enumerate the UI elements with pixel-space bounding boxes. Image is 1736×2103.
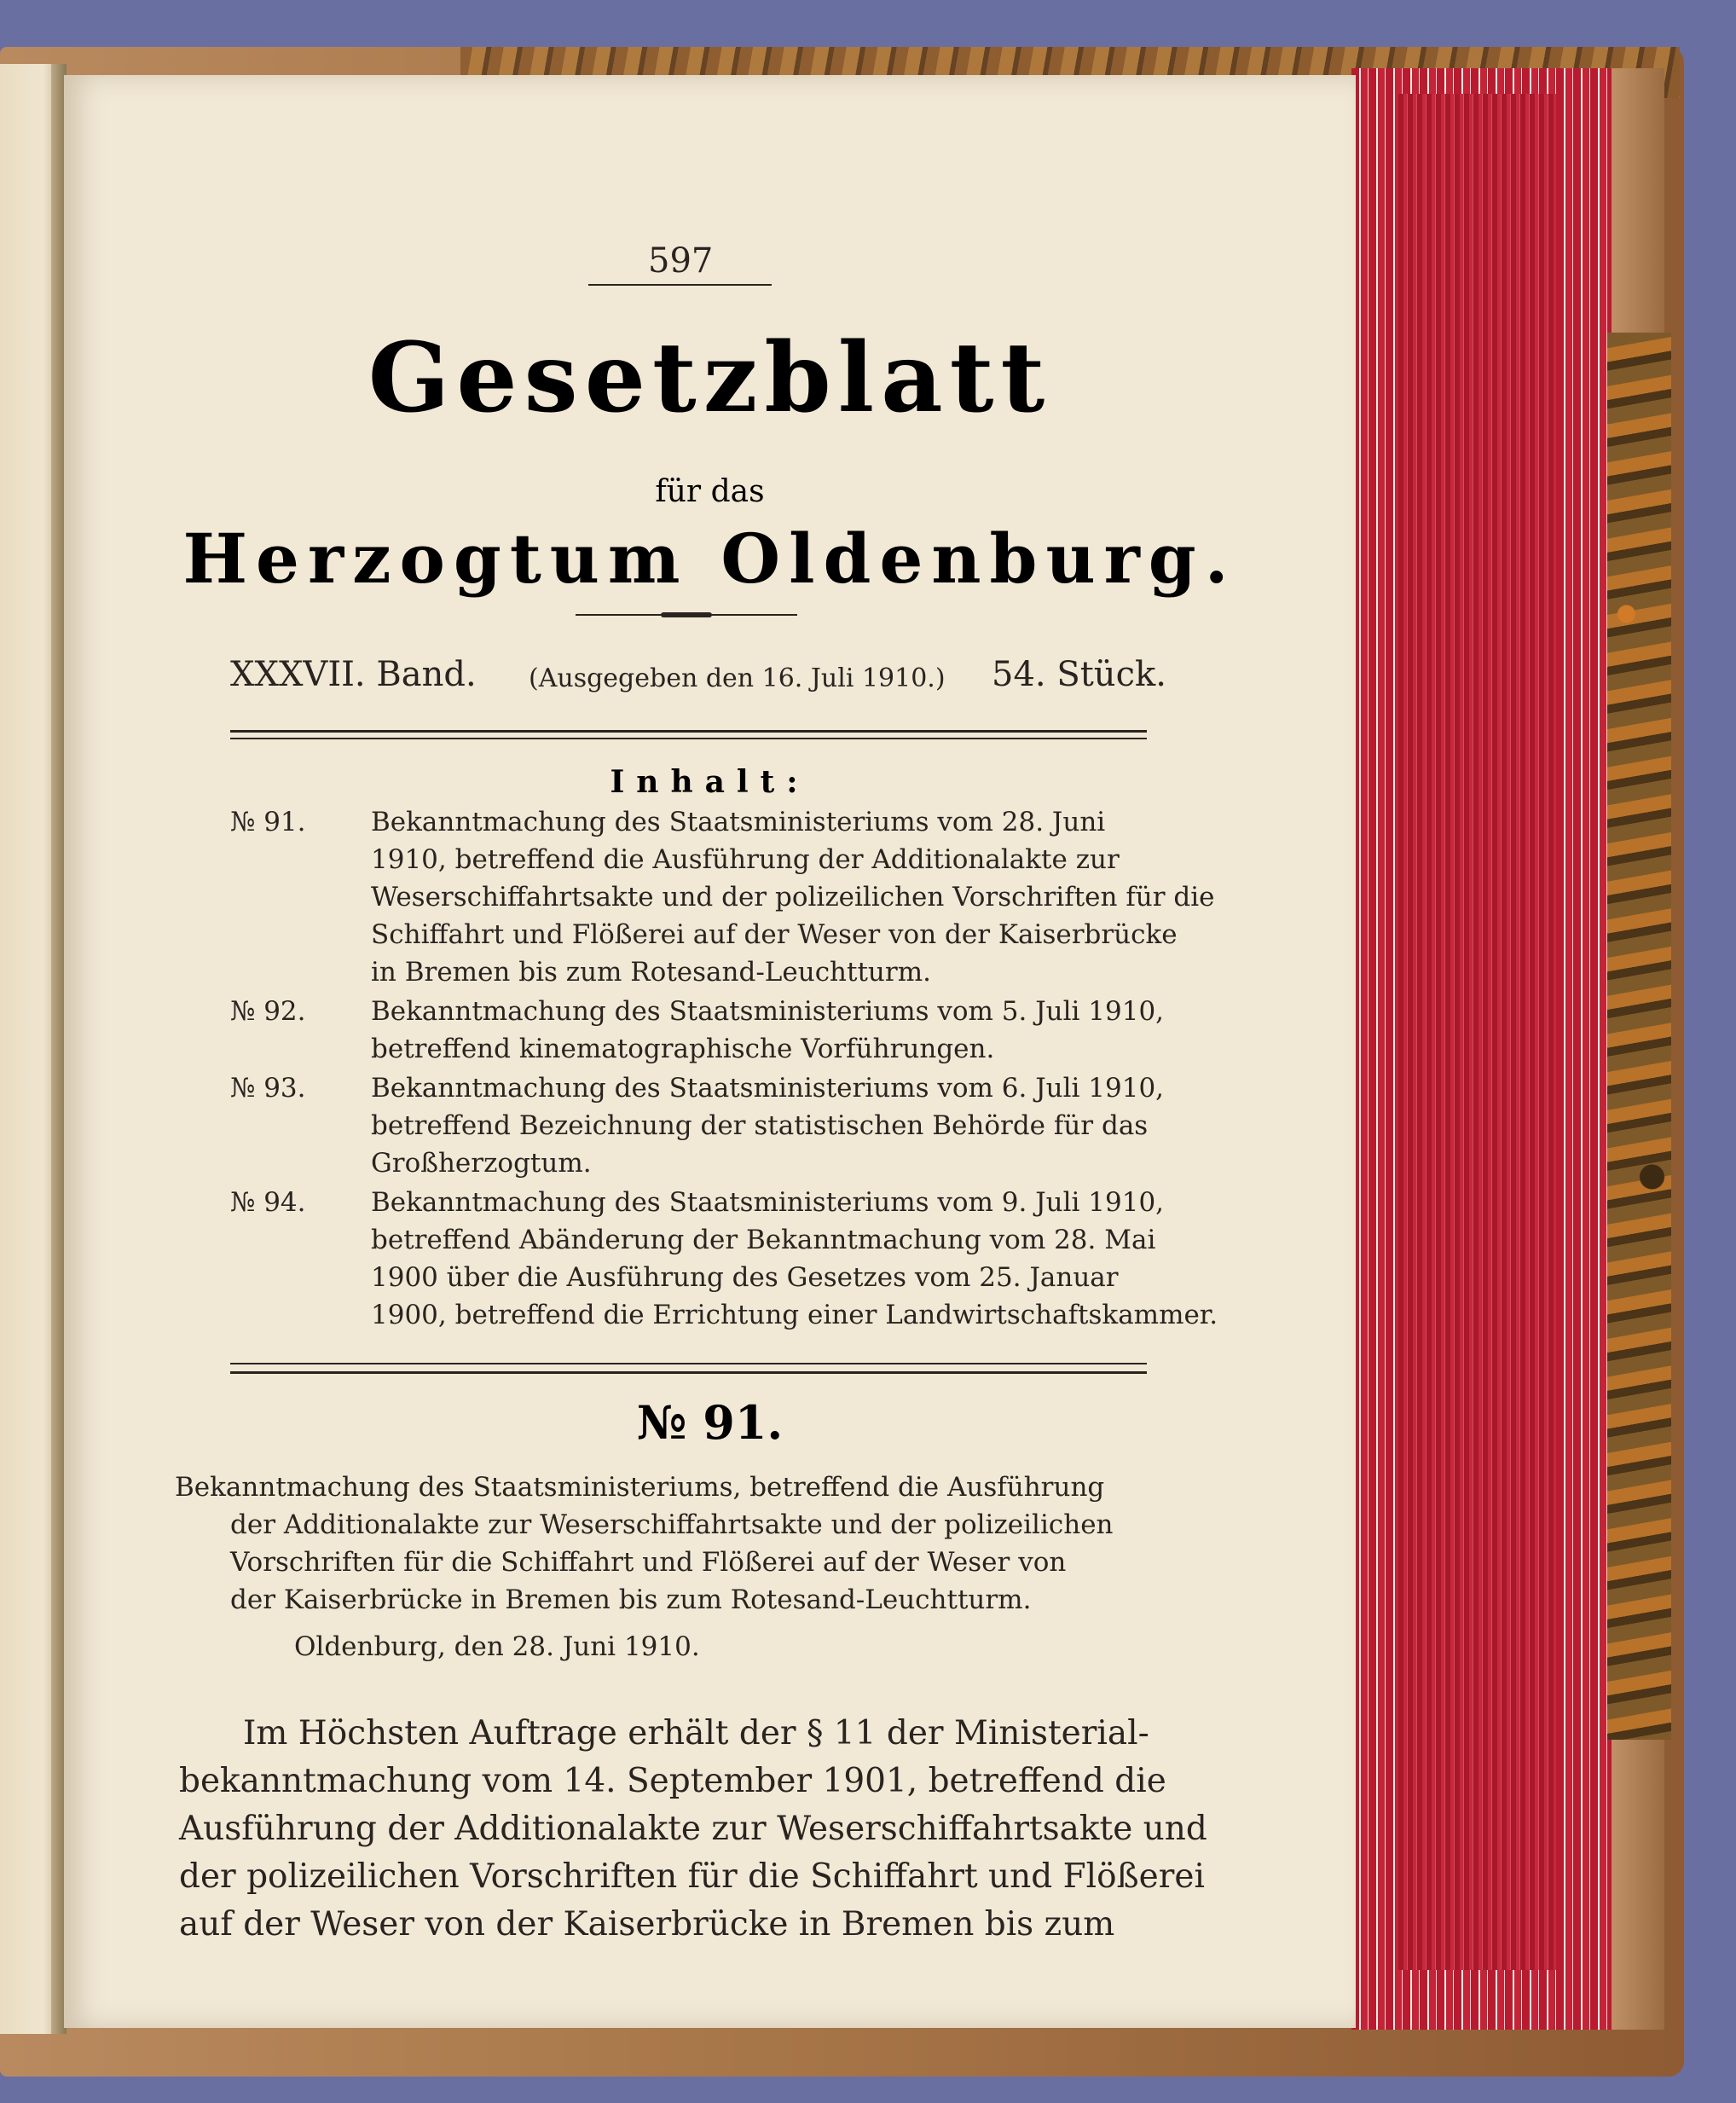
- entry-line: 1900 über die Ausführung des Gesetzes vom 25. Januar: [371, 1262, 1119, 1293]
- entry-line: Bekanntmachung des Staatsministeriums vom 9. Juli 1910,: [371, 1187, 1165, 1218]
- issue-volume: XXXVII. Band.: [230, 655, 477, 694]
- entry-line: betreffend Bezeichnung der statistischen Behörde für das: [371, 1110, 1149, 1141]
- entry-line: in Bremen bis zum Rotesand-Leuchtturm.: [371, 957, 931, 988]
- section-number: № 91.: [636, 1395, 784, 1450]
- entry-line: Bekanntmachung des Staatsministeriums vom 5. Juli 1910,: [371, 996, 1165, 1027]
- cover-marble-right: [1607, 333, 1671, 1740]
- entry-line: Bekanntmachung des Staatsministeriums vom 6. Juli 1910,: [371, 1073, 1165, 1104]
- gazette-state: Herzogtum Oldenburg.: [182, 519, 1237, 599]
- entry-number: № 94.: [230, 1187, 306, 1218]
- entry-line: 1900, betreffend die Errichtung einer Landwirtschaftskammer.: [371, 1300, 1218, 1330]
- body-line: bekanntmachung vom 14. September 1901, betreffend die: [179, 1762, 1166, 1800]
- entry-line: 1910, betreffend die Ausführung der Additionalakte zur: [371, 844, 1120, 875]
- body-line: Im Höchsten Auftrage erhält der § 11 der Ministerial-: [243, 1714, 1149, 1752]
- gazette-title: Gesetzblatt: [367, 322, 1052, 434]
- body-line: Ausführung der Additionalakte zur Weserschiffahrtsakte und: [179, 1810, 1207, 1848]
- issue-date: (Ausgegeben den 16. Juli 1910.): [529, 663, 946, 693]
- place-date: Oldenburg, den 28. Juni 1910.: [294, 1631, 700, 1662]
- page-number: 597: [648, 241, 714, 281]
- double-rule-bottom: [230, 1371, 1147, 1374]
- contents-heading: Inhalt:: [610, 764, 810, 800]
- gazette-for: für das: [655, 474, 765, 509]
- body-line: auf der Weser von der Kaiserbrücke in Bremen bis zum: [179, 1905, 1115, 1944]
- entry-number: № 93.: [230, 1073, 306, 1104]
- entry-number: № 92.: [230, 996, 306, 1027]
- red-page-edges-inner: [1398, 94, 1556, 1970]
- issue-piece: 54. Stück.: [992, 655, 1166, 694]
- document-page: [64, 75, 1356, 2028]
- entry-line: betreffend kinematographische Vorführungen.: [371, 1034, 995, 1064]
- entry-line: Bekanntmachung des Staatsministeriums vom 28. Juni: [371, 807, 1106, 837]
- double-rule-top: [230, 1363, 1147, 1364]
- page-number-rule: [588, 284, 772, 286]
- section-subtitle-line: Bekanntmachung des Staatsministeriums, betreffend die Ausführung: [175, 1472, 1105, 1503]
- double-rule-top: [230, 730, 1147, 733]
- entry-line: betreffend Abänderung der Bekanntmachung vom 28. Mai: [371, 1225, 1156, 1255]
- section-subtitle-line: der Additionalakte zur Weserschiffahrtsakte und der polizeilichen: [230, 1509, 1114, 1540]
- entry-line: Großherzogtum.: [371, 1148, 592, 1179]
- ornament-rule: [576, 612, 797, 617]
- section-subtitle-line: der Kaiserbrücke in Bremen bis zum Rotesand-Leuchtturm.: [230, 1584, 1032, 1615]
- body-line: der polizeilichen Vorschriften für die Schiffahrt und Flößerei: [179, 1857, 1205, 1896]
- entry-number: № 91.: [230, 807, 306, 837]
- entry-line: Weserschiffahrtsakte und der polizeilichen Vorschriften für die: [371, 882, 1215, 912]
- section-subtitle-line: Vorschriften für die Schiffahrt und Flößerei auf der Weser von: [230, 1547, 1067, 1578]
- entry-line: Schiffahrt und Flößerei auf der Weser von der Kaiserbrücke: [371, 919, 1178, 950]
- double-rule-bottom: [230, 738, 1147, 739]
